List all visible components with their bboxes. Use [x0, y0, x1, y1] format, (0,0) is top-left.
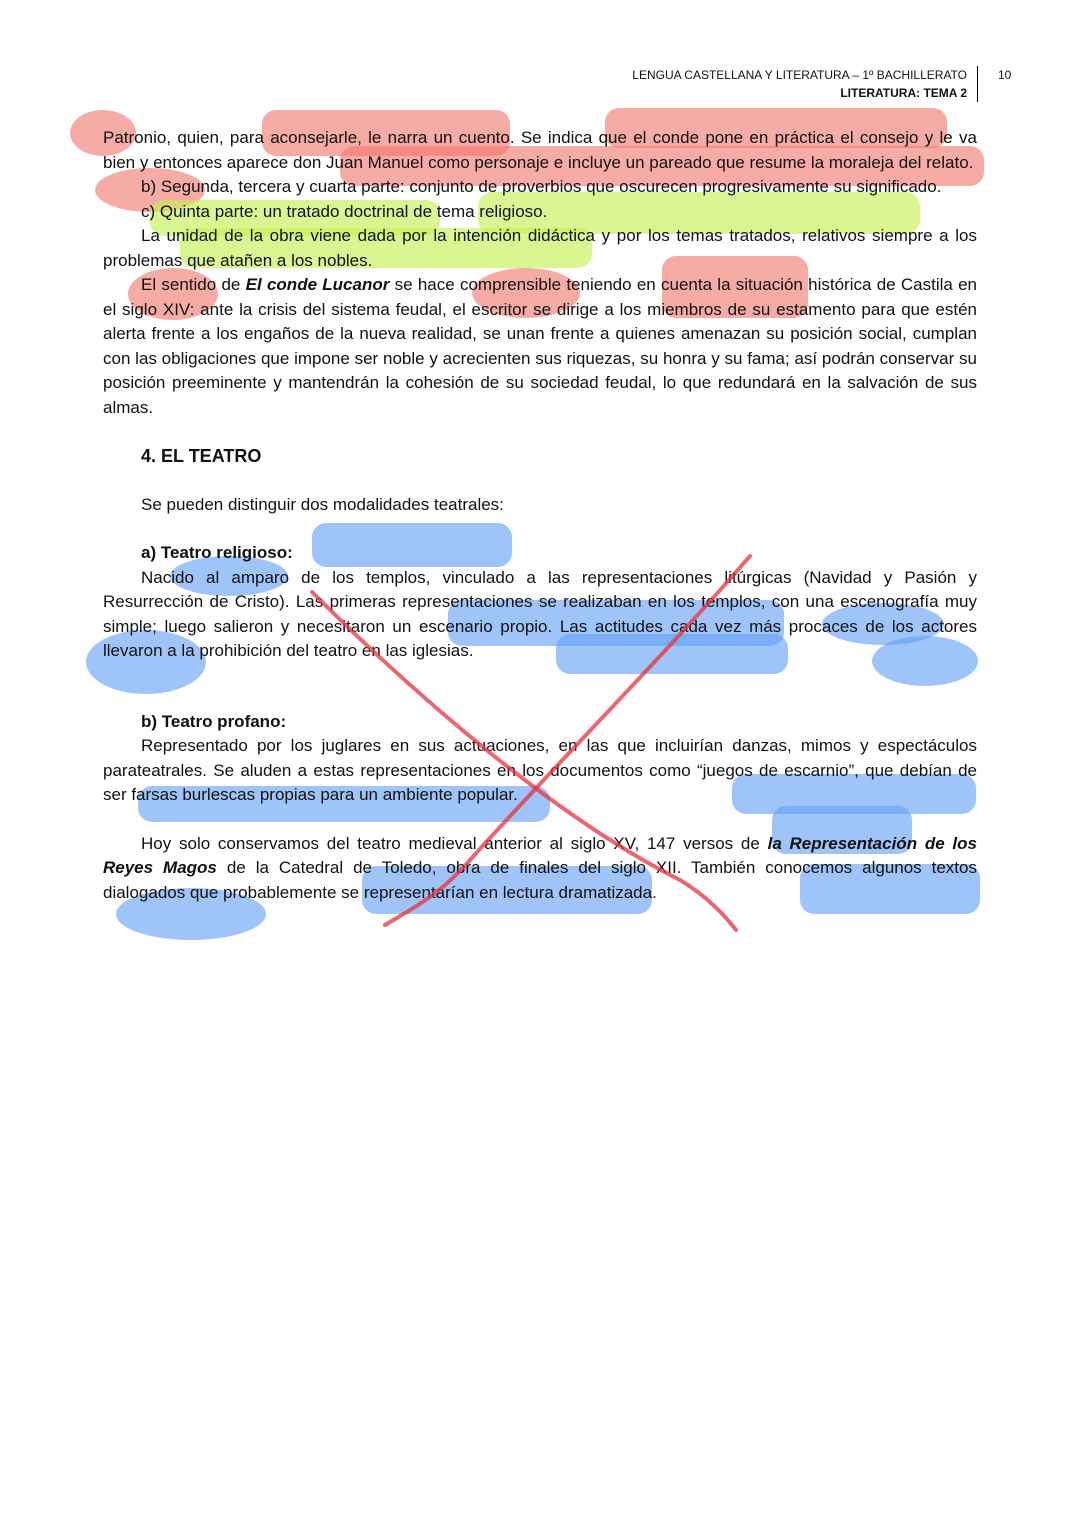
- spacer: [103, 664, 977, 710]
- paragraph-unidad: La unidad de la obra viene dada por la intención didáctica y por los temas tratados, relativos siempre a los problemas que atañen a los nobles.: [103, 226, 977, 270]
- subheading-text: a) Teatro religioso:: [141, 543, 293, 562]
- religioso-heading: [103, 541, 977, 566]
- text-span: Hoy solo conservamos del teatro medieval anterior al siglo XV, 147 versos de: [141, 833, 768, 853]
- profano-heading: [103, 710, 977, 735]
- spacer: [103, 808, 977, 832]
- paragraph-teatro-profano: Representado por los juglares en sus actuaciones, en las que incluirían danzas, mimos y espectáculos parateatrales. Se aluden a estas representaciones en los documentos como “juegos de escarnio”, que debían de ser farsas burlescas propias para un ambiente popular.: [103, 736, 977, 804]
- header-topic: LITERATURA: TEMA 2: [840, 86, 967, 100]
- spacer: [103, 469, 977, 493]
- spacer: [103, 517, 977, 541]
- header-subject: LENGUA CASTELLANA Y LITERATURA – 1º BACHILLERATO: [632, 68, 967, 82]
- text-span: El sentido de: [141, 275, 246, 294]
- document-body: [103, 126, 977, 905]
- page-header: [632, 66, 978, 102]
- work-title: la Representación de los Reyes Magos: [103, 833, 977, 877]
- section-title: 4. EL TEATRO: [141, 446, 262, 466]
- text-span: de la Catedral de Toledo, obra de finales del siglo XII. También conocemos algunos textos dialogados que probablemente se representarían en lectura dramatizada.: [103, 858, 977, 902]
- paragraph-quinta-parte: c) Quinta parte: un tratado doctrinal de tema religioso.: [141, 201, 548, 221]
- page-number: 10: [998, 68, 1012, 82]
- paragraph-proverbios: b) Segunda, tercera y cuarta parte: conjunto de proverbios que oscurecen progresivamente su significado.: [141, 177, 942, 196]
- spacer: [103, 420, 977, 444]
- section-intro: Se pueden distinguir dos modalidades teatrales:: [141, 494, 504, 514]
- book-title: El conde Lucanor: [245, 275, 390, 294]
- paragraph-patronio: Patronio, quien, para aconsejarle, le narra un cuento. Se indica que el conde pone en práctica el consejo y le va bien y entonces aparece don Juan Manuel como personaje e incluye un pareado que resume la moraleja del relato.: [103, 128, 977, 172]
- paragraph-sentido: [103, 273, 977, 420]
- paragraph-teatro-religioso: Nacido al amparo de los templos, vinculado a las representaciones litúrgicas (Navidad y Pasión y Resurrección de Cristo). Las primeras representaciones se realizaban en los templos, con una escenografía muy simple; luego salieron y necesitaron un escenario propio. Las actitudes cada vez más procaces de los actores llevaron a la prohibición del teatro en las iglesias.: [103, 567, 977, 660]
- paragraph-hoy: [103, 832, 977, 906]
- text-span: se hace comprensible teniendo en cuenta la situación histórica de Castila en el siglo XIV: ante la crisis del sistema feudal, el escritor se dirige a los miembros de su estamento para que estén alerta frente a los engaños de la nueva realidad, se unan frente a quienes amenazan su posición social, cumplan con las obligaciones que impone ser noble y acrecienten sus riquezas, su honra y su fama; así podrán conservar su posición preeminente y mantendrán la cohesión de su sociedad feudal, lo que redundará en la salvación de sus almas.: [103, 275, 978, 417]
- subheading-text: b) Teatro profano:: [141, 711, 287, 731]
